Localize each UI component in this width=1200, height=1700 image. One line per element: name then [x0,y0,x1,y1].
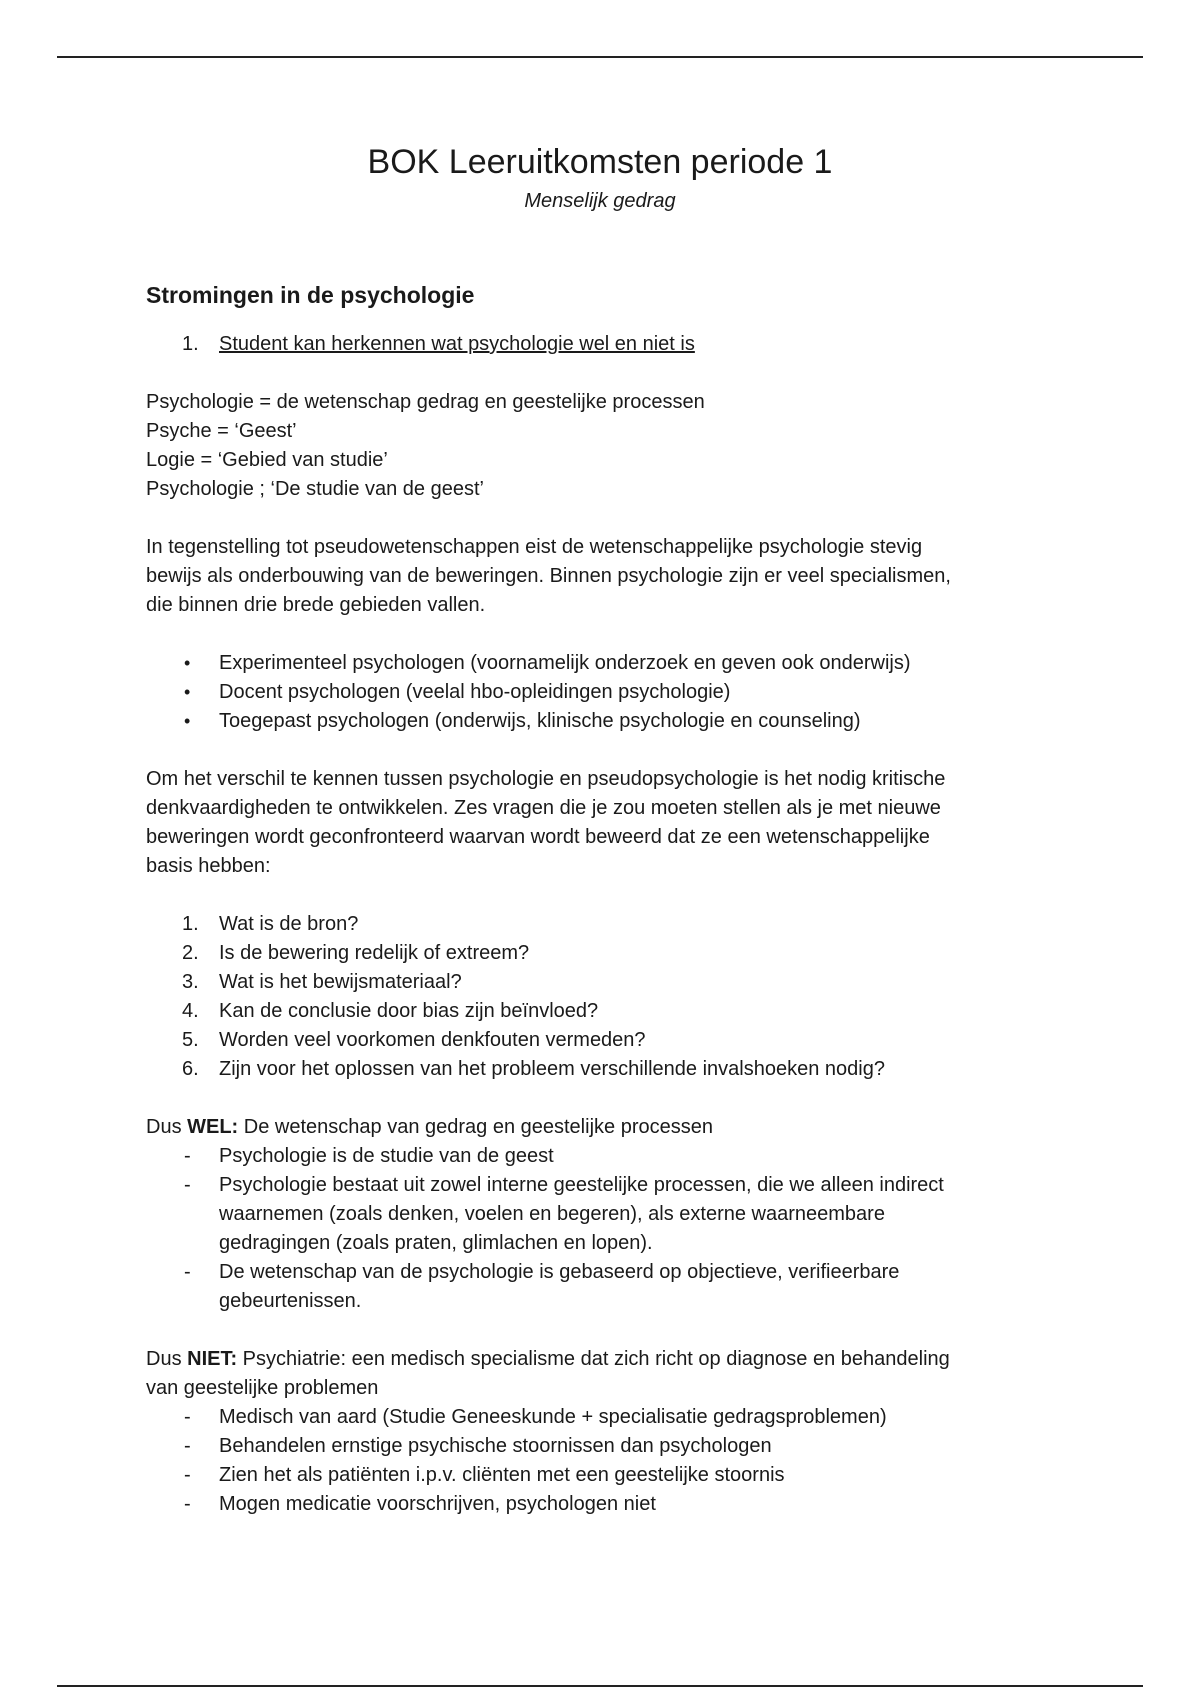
wel-keyword: WEL: [187,1116,239,1138]
list-item [146,1171,1046,1258]
paragraph-line: die binnen drie brede gebieden vallen. [146,594,486,616]
wel-text: De wetenschap van gedrag en geestelijke processen [238,1116,713,1138]
list-item-text: Psychologie bestaat uit zowel interne geestelijke processen, die we alleen indirect [219,1174,944,1196]
list-item-text: Zijn voor het oplossen van het probleem verschillende invalshoeken nodig? [219,1058,885,1080]
document-title: BOK Leeruitkomsten periode 1 [367,143,833,181]
list-item [146,939,1046,968]
list-item-text: waarnemen (zoals denken, voelen en begeren), als externe waarneembare [219,1203,885,1225]
bullet-icon: • [184,682,191,702]
list-item [146,649,1046,678]
paragraph-line: denkvaardigheden te ontwikkelen. Zes vragen die je zou moeten stellen als je met nieuwe [146,797,941,819]
bullet-icon: • [184,653,191,673]
list-item-text: Medisch van aard (Studie Geneeskunde + specialisatie gedragsproblemen) [219,1406,887,1428]
list-item [146,1055,1046,1084]
list-item-text: Wat is de bron? [219,913,359,935]
paragraph-critical-thinking [146,765,1046,881]
dash-icon: - [184,1174,191,1196]
list-item-text: Is de bewering redelijk of extreem? [219,942,530,964]
section-heading: Stromingen in de psychologie [146,282,475,308]
niet-text-continued: van geestelijke problemen [146,1377,379,1399]
learning-outcome-text: Student kan herkennen wat psychologie wel en niet is [219,333,695,355]
learning-outcome [146,330,1046,359]
list-item [146,997,1046,1026]
list-item [146,1461,1046,1490]
list-item [146,910,1046,939]
list-item-text: Worden veel voorkomen denkfouten vermeden? [219,1029,646,1051]
list-item [146,707,1046,736]
paragraph-line: Om het verschil te kennen tussen psychologie en pseudopsychologie is het nodig kritische [146,768,946,790]
paragraph-line: In tegenstelling tot pseudowetenschappen eist de wetenschappelijke psychologie stevig [146,536,923,558]
list-item-text: De wetenschap van de psychologie is gebaseerd op objectieve, verifieerbare [219,1261,900,1283]
definitions [146,388,1046,504]
learning-outcome-number: 1. [182,333,199,355]
list-item [146,1142,1046,1171]
niet-prefix: Dus [146,1348,188,1370]
dash-icon: - [184,1435,191,1457]
niet-text: Psychiatrie: een medisch specialisme dat zich richt op diagnose en behandeling [237,1348,950,1370]
questions-list [146,910,1046,1084]
niet-keyword: NIET: [187,1348,238,1370]
definition-line: Logie = ‘Gebied van studie’ [146,449,388,471]
list-item [146,1026,1046,1055]
dash-icon: - [184,1145,191,1167]
definition-line: Psychologie = de wetenschap gedrag en geestelijke processen [146,391,705,413]
document-body [146,278,1046,1519]
list-item-text: Wat is het bewijsmateriaal? [219,971,462,993]
list-item-text: gedragingen (zoals praten, glimlachen en lopen). [219,1232,653,1254]
list-item [146,678,1046,707]
list-item-text: Behandelen ernstige psychische stoornissen dan psychologen [219,1435,772,1457]
list-number: 3. [182,971,199,993]
list-number: 2. [182,942,199,964]
paragraph-pseudoscience [146,533,1046,620]
list-item [146,1258,1046,1316]
document-subtitle: Menselijk gedrag [524,190,676,212]
dash-icon: - [184,1464,191,1486]
wel-prefix: Dus [146,1116,188,1138]
list-item [146,1432,1046,1461]
list-item-text: Zien het als patiënten i.p.v. cliënten met een geestelijke stoornis [219,1464,785,1486]
list-item-text: Docent psychologen (veelal hbo-opleidingen psychologie) [219,681,731,703]
paragraph-line: bewijs als onderbouwing van de beweringen. Binnen psychologie zijn er veel specialismen, [146,565,951,587]
dash-icon: - [184,1406,191,1428]
dash-icon: - [184,1493,191,1515]
list-item-text: Mogen medicatie voorschrijven, psychologen niet [219,1493,656,1515]
list-item-text: Kan de conclusie door bias zijn beïnvloed? [219,1000,599,1022]
list-number: 5. [182,1029,199,1051]
dash-icon: - [184,1261,191,1283]
list-item [146,1403,1046,1432]
header-rule [57,56,1143,58]
footer-rule [57,1685,1143,1687]
bullet-icon: • [184,711,191,731]
niet-intro [146,1345,1046,1374]
wel-intro [146,1113,1046,1142]
list-number: 4. [182,1000,199,1022]
wel-section [146,1113,1046,1316]
list-item-text: Experimenteel psychologen (voornamelijk onderzoek en geven ook onderwijs) [219,652,911,674]
bullet-list [146,649,1046,736]
definition-line: Psychologie ; ‘De studie van de geest’ [146,478,484,500]
list-number: 6. [182,1058,199,1080]
paragraph-line: basis hebben: [146,855,271,877]
paragraph-line: beweringen wordt geconfronteerd waarvan wordt beweerd dat ze een wetenschappelijke [146,826,930,848]
list-item-text: gebeurtenissen. [219,1290,362,1312]
list-item-text: Psychologie is de studie van de geest [219,1145,554,1167]
definition-line: Psyche = ‘Geest’ [146,420,297,442]
list-item [146,968,1046,997]
list-item-text: Toegepast psychologen (onderwijs, klinische psychologie en counseling) [219,710,861,732]
niet-section [146,1345,1046,1519]
list-number: 1. [182,913,199,935]
list-item [146,1490,1046,1519]
